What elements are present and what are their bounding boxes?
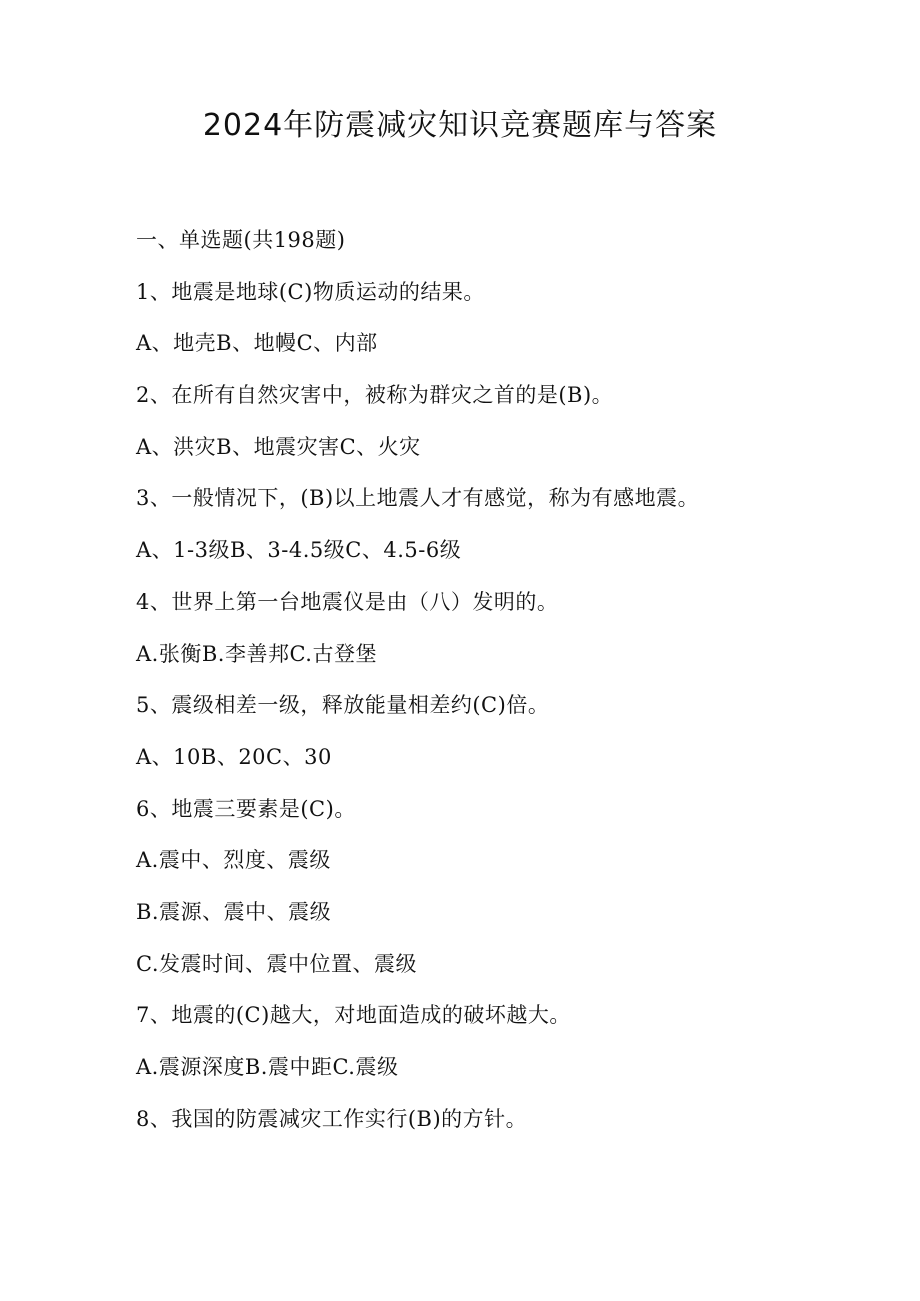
question-2: 2、在所有自然灾害中，被称为群灾之首的是(B)。 (136, 383, 614, 408)
question-3-options: A、1-3级B、3-4.5级C、4.5-6级 (136, 538, 462, 563)
question-6-option-c: C.发震时间、震中位置、震级 (136, 951, 417, 976)
question-6-option-a: A.震中、烈度、震级 (136, 848, 331, 873)
section-heading: 一、单选题(共198题) (136, 228, 346, 252)
question-6: 6、地震三要素是(C)。 (136, 796, 356, 821)
question-1: 1、地震是地球(C)物质运动的结果。 (136, 279, 485, 304)
question-5-options: A、10B、20C、30 (136, 744, 332, 769)
question-2-options: A、洪灾B、地震灾害C、火灾 (136, 434, 421, 459)
question-8: 8、我国的防震减灾工作实行(B)的方针。 (136, 1106, 528, 1131)
question-4-options: A.张衡B.李善邦C.古登堡 (136, 641, 377, 666)
question-4: 4、世界上第一台地震仪是由（八）发明的。 (136, 589, 559, 614)
document-title: 2024年防震减灾知识竞赛题库与答案 (202, 108, 718, 143)
question-5: 5、震级相差一级，释放能量相差约(C)倍。 (136, 693, 550, 718)
question-list (136, 223, 876, 1153)
question-3: 3、一般情况下，(B)以上地震人才有感觉，称为有感地震。 (136, 486, 700, 511)
question-7-options: A.震源深度B.震中距C.震级 (136, 1055, 399, 1079)
question-1-options: A、地壳B、地幔C、内部 (136, 331, 378, 356)
question-6-option-b: B.震源、震中、震级 (136, 899, 332, 924)
question-7: 7、地震的(C)越大，对地面造成的破坏越大。 (136, 1003, 571, 1028)
